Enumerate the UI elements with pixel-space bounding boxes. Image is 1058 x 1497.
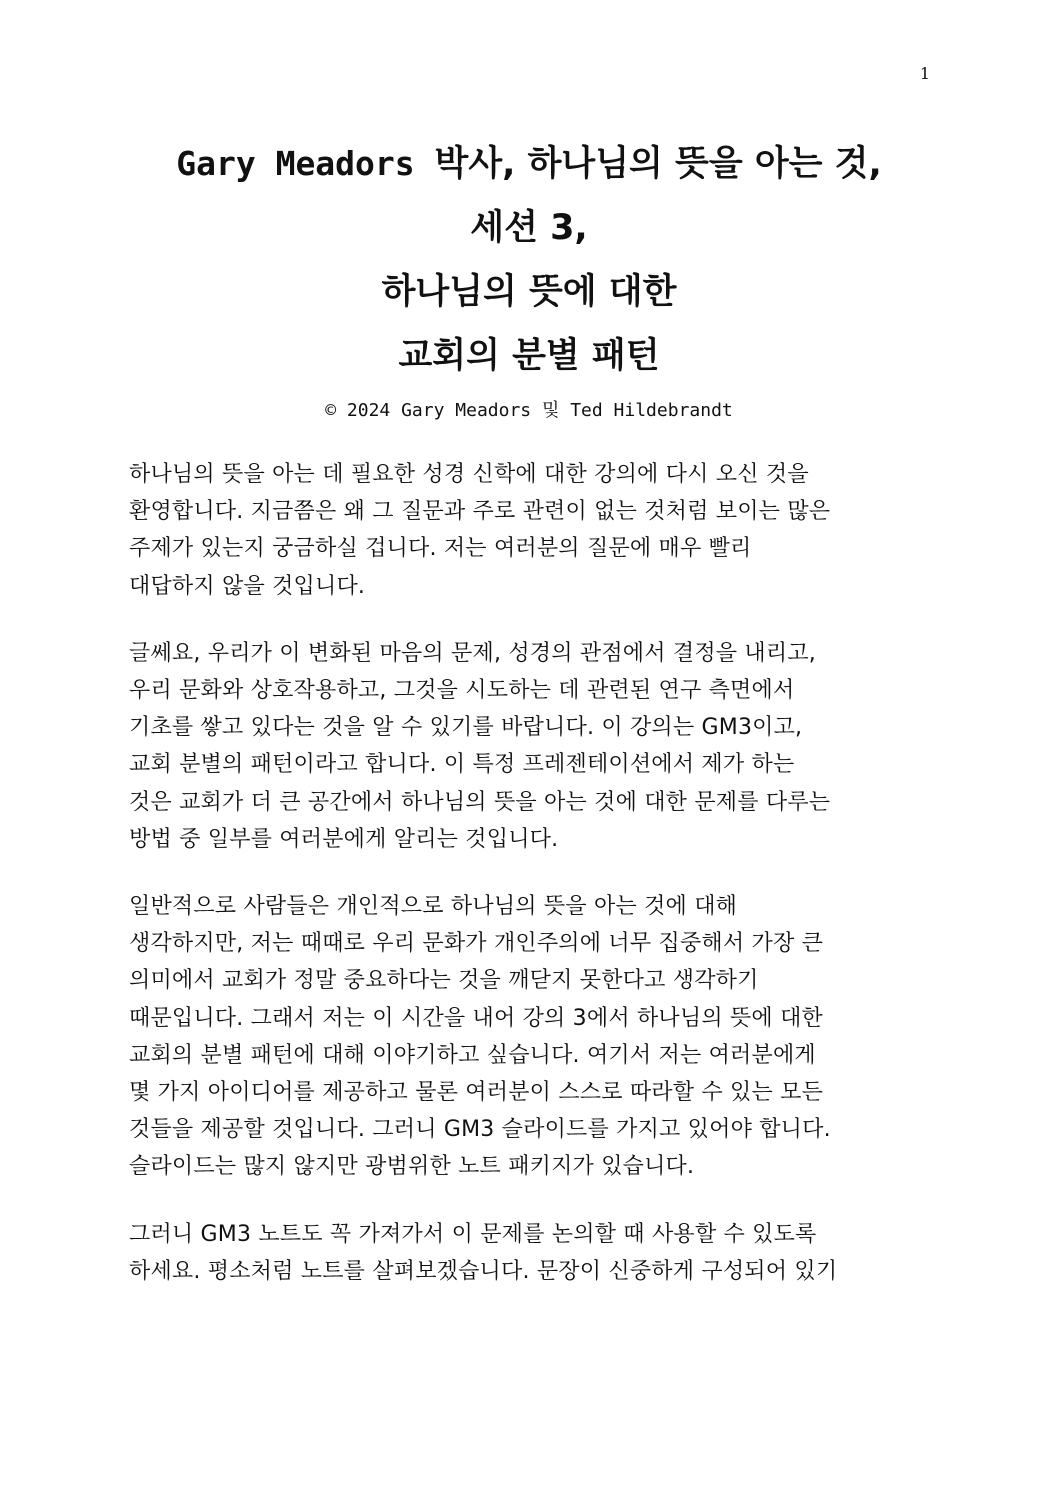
copyright-notice: © 2024 Gary Meadors 및 Ted Hildebrandt bbox=[325, 400, 733, 421]
text-line: 것들을 제공할 것입니다. 그러니 GM3 슬라이드를 가지고 있어야 합니다. bbox=[129, 1117, 831, 1143]
text-line: 것은 교회가 더 큰 공간에서 하나님의 뜻을 아는 것에 대한 문제를 다루는 bbox=[129, 789, 831, 815]
body-text bbox=[129, 456, 929, 1320]
paragraph-4 bbox=[129, 1216, 929, 1290]
title-text: 하나님의 뜻에 대한 bbox=[381, 272, 677, 312]
text-line: 하나님의 뜻을 아는 데 필요한 성경 신학에 대한 강의에 다시 오신 것을 bbox=[129, 462, 809, 487]
document-title bbox=[80, 132, 978, 388]
text-line: 방법 중 일부를 여러분에게 알리는 것입니다. bbox=[129, 826, 559, 852]
text-line: 교회의 분별 패턴에 대해 이야기하고 싶습니다. 여기서 저는 여러분에게 bbox=[129, 1042, 816, 1068]
text-line: 글쎄요, 우리가 이 변화된 마음의 문제, 성경의 관점에서 결정을 내리고, bbox=[129, 640, 816, 666]
title-line-2 bbox=[80, 196, 978, 260]
title-text: 세션 3, bbox=[470, 208, 588, 248]
text-line: 몇 가지 아이디어를 제공하고 물론 여러분이 스스로 따라할 수 있는 모든 bbox=[129, 1080, 824, 1106]
text-line: 교회 분별의 패턴이라고 합니다. 이 특정 프레젠테이션에서 제가 하는 bbox=[129, 752, 795, 778]
text-line: 주제가 있는지 궁금하실 겁니다. 저는 여러분의 질문에 매우 빨리 bbox=[129, 536, 752, 562]
title-author: Gary Meadors bbox=[176, 144, 435, 183]
title-line-3 bbox=[80, 260, 978, 324]
page-number: 1 bbox=[919, 64, 930, 83]
title-line-4 bbox=[80, 324, 978, 388]
text-line: 환영합니다. 지금쯤은 왜 그 질문과 주로 관련이 없는 것처럼 보이는 많은 bbox=[129, 499, 831, 525]
text-line: 우리 문화와 상호작용하고, 그것을 시도하는 데 관련된 연구 측면에서 bbox=[129, 678, 795, 704]
paragraph-3 bbox=[129, 888, 929, 1186]
text-line: 일반적으로 사람들은 개인적으로 하나님의 뜻을 아는 것에 대해 bbox=[129, 894, 738, 920]
text-line: 하세요. 평소처럼 노트를 살펴보겠습니다. 문장이 신중하게 구성되어 있기 bbox=[129, 1258, 838, 1284]
text-line: 그러니 GM3 노트도 꼭 가져가서 이 문제를 논의할 때 사용할 수 있도록 bbox=[129, 1221, 817, 1247]
text-line: 기초를 쌓고 있다는 것을 알 수 있기를 바랍니다. 이 강의는 GM3이고, bbox=[129, 715, 803, 741]
text-line: 의미에서 교회가 정말 중요하다는 것을 깨닫지 못한다고 생각하기 bbox=[129, 968, 759, 994]
title-text: 박사, 하나님의 뜻을 아는 것, bbox=[434, 144, 882, 184]
text-line: 대답하지 않을 것입니다. bbox=[129, 573, 366, 599]
text-line: 때문입니다. 그래서 저는 이 시간을 내어 강의 3에서 하나님의 뜻에 대한 bbox=[129, 1005, 823, 1031]
text-line: 슬라이드는 많지 않지만 광범위한 노트 패키지가 있습니다. bbox=[129, 1154, 695, 1180]
paragraph-2 bbox=[129, 635, 929, 858]
text-line: 생각하지만, 저는 때때로 우리 문화가 개인주의에 너무 집중해서 가장 큰 bbox=[129, 931, 824, 957]
paragraph-1 bbox=[129, 456, 929, 605]
title-text: 교회의 분별 패턴 bbox=[398, 336, 660, 376]
title-line-1 bbox=[80, 132, 978, 196]
